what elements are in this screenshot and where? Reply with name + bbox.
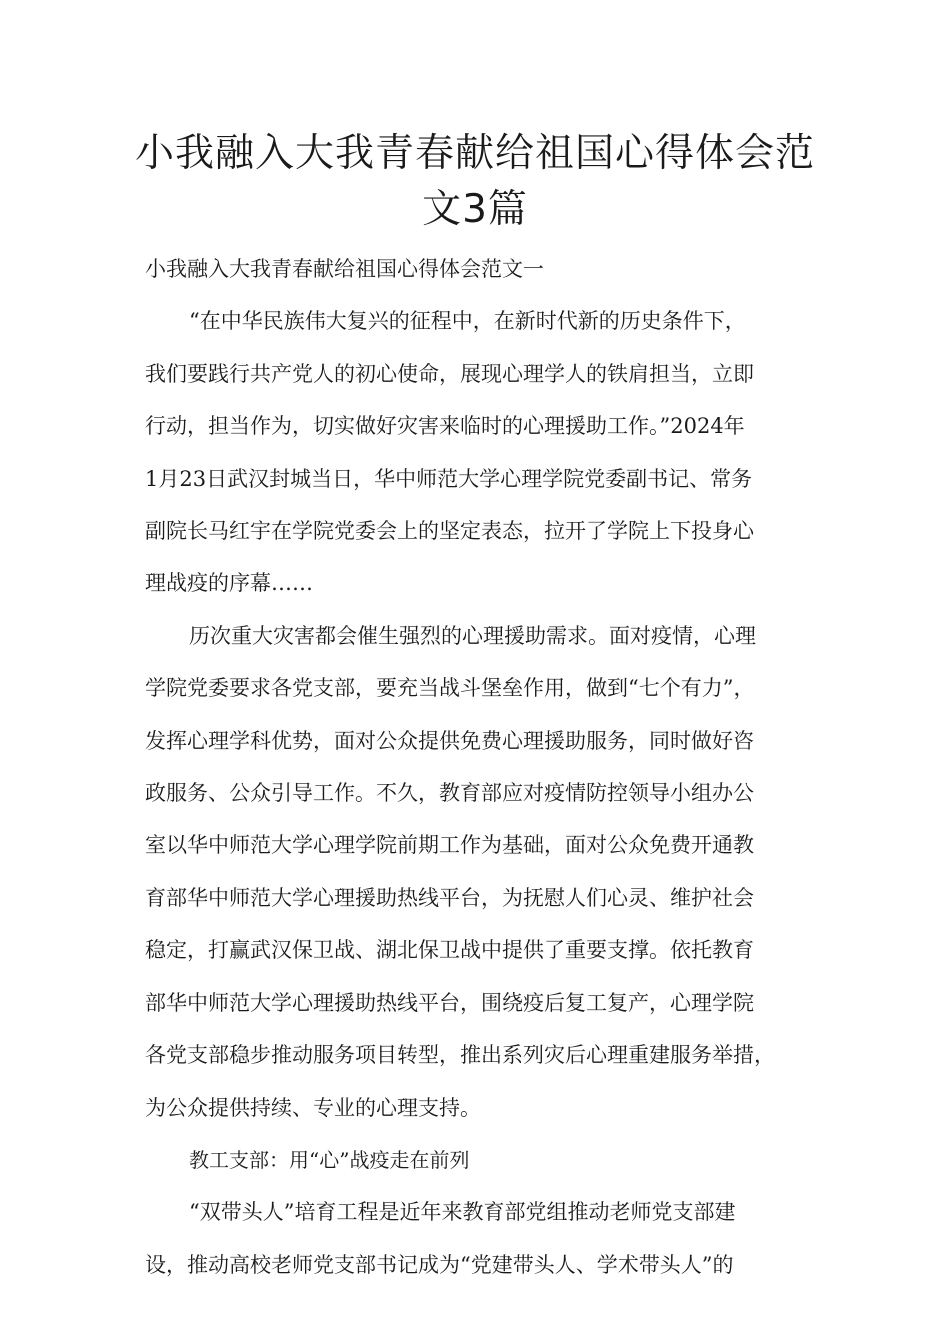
section-heading: 小我融入大我青春献给祖国心得体会范文一 (145, 257, 544, 281)
text-line: 室以华中师范大学心理学院前期工作为基础，面对公众免费开通教 (145, 833, 754, 858)
text-line: 1月23日武汉封城当日，华中师范大学心理学院党委副书记、常务 (145, 466, 753, 491)
text-line: 发挥心理学科优势，面对公众提供免费心理援助服务，同时做好咨 (145, 728, 754, 753)
text-line: 学院党委要求各党支部，要充当战斗堡垒作用，做到“七个有力”， (145, 676, 755, 701)
text-line: 设，推动高校老师党支部书记成为“党建带头人、学术带头人”的 (145, 1252, 734, 1277)
paragraph (145, 1186, 825, 1291)
text-line: “双带头人”培育工程是近年来教育部党组推动老师党支部建 (189, 1200, 736, 1225)
title-line: 文3篇 (422, 187, 528, 232)
text-line: 行动，担当作为，切实做好灾害来临时的心理援助工作。”2024年 (145, 414, 745, 439)
paragraph (145, 610, 825, 1134)
text-line: 各党支部稳步推动服务项目转型，推出系列灾后心理重建服务举措， (145, 1043, 775, 1068)
text-line: 理战疫的序幕…… (145, 571, 313, 596)
text-line: 政服务、公众引导工作。不久，教育部应对疫情防控领导小组办公 (145, 781, 754, 806)
document-title (100, 126, 850, 238)
text-line: 为公众提供持续、专业的心理支持。 (145, 1095, 481, 1120)
title-line: 小我融入大我青春献给祖国心得体会范 (134, 131, 815, 176)
text-line: 稳定，打赢武汉保卫战、湖北保卫战中提供了重要支撑。依托教育 (145, 938, 754, 963)
text-line: 育部华中师范大学心理援助热线平台，为抚慰人们心灵、维护社会 (145, 885, 754, 910)
document-body (145, 243, 825, 1291)
text-line: 我们要践行共产党人的初心使命，展现心理学人的铁肩担当，立即 (145, 361, 754, 386)
paragraph (145, 295, 825, 609)
text-line: 部华中师范大学心理援助热线平台，围绕疫后复工复产，心理学院 (145, 990, 754, 1015)
section-subheading (145, 1134, 825, 1186)
text-line: 副院长马红宇在学院党委会上的坚定表态，拉开了学院上下投身心 (145, 519, 754, 544)
text-line: 教工支部：用“心”战疫走在前列 (189, 1147, 470, 1172)
text-line: “在中华民族伟大复兴的征程中，在新时代新的历史条件下， (189, 309, 746, 334)
text-line: 历次重大灾害都会催生强烈的心理援助需求。面对疫情，心理 (189, 623, 756, 648)
